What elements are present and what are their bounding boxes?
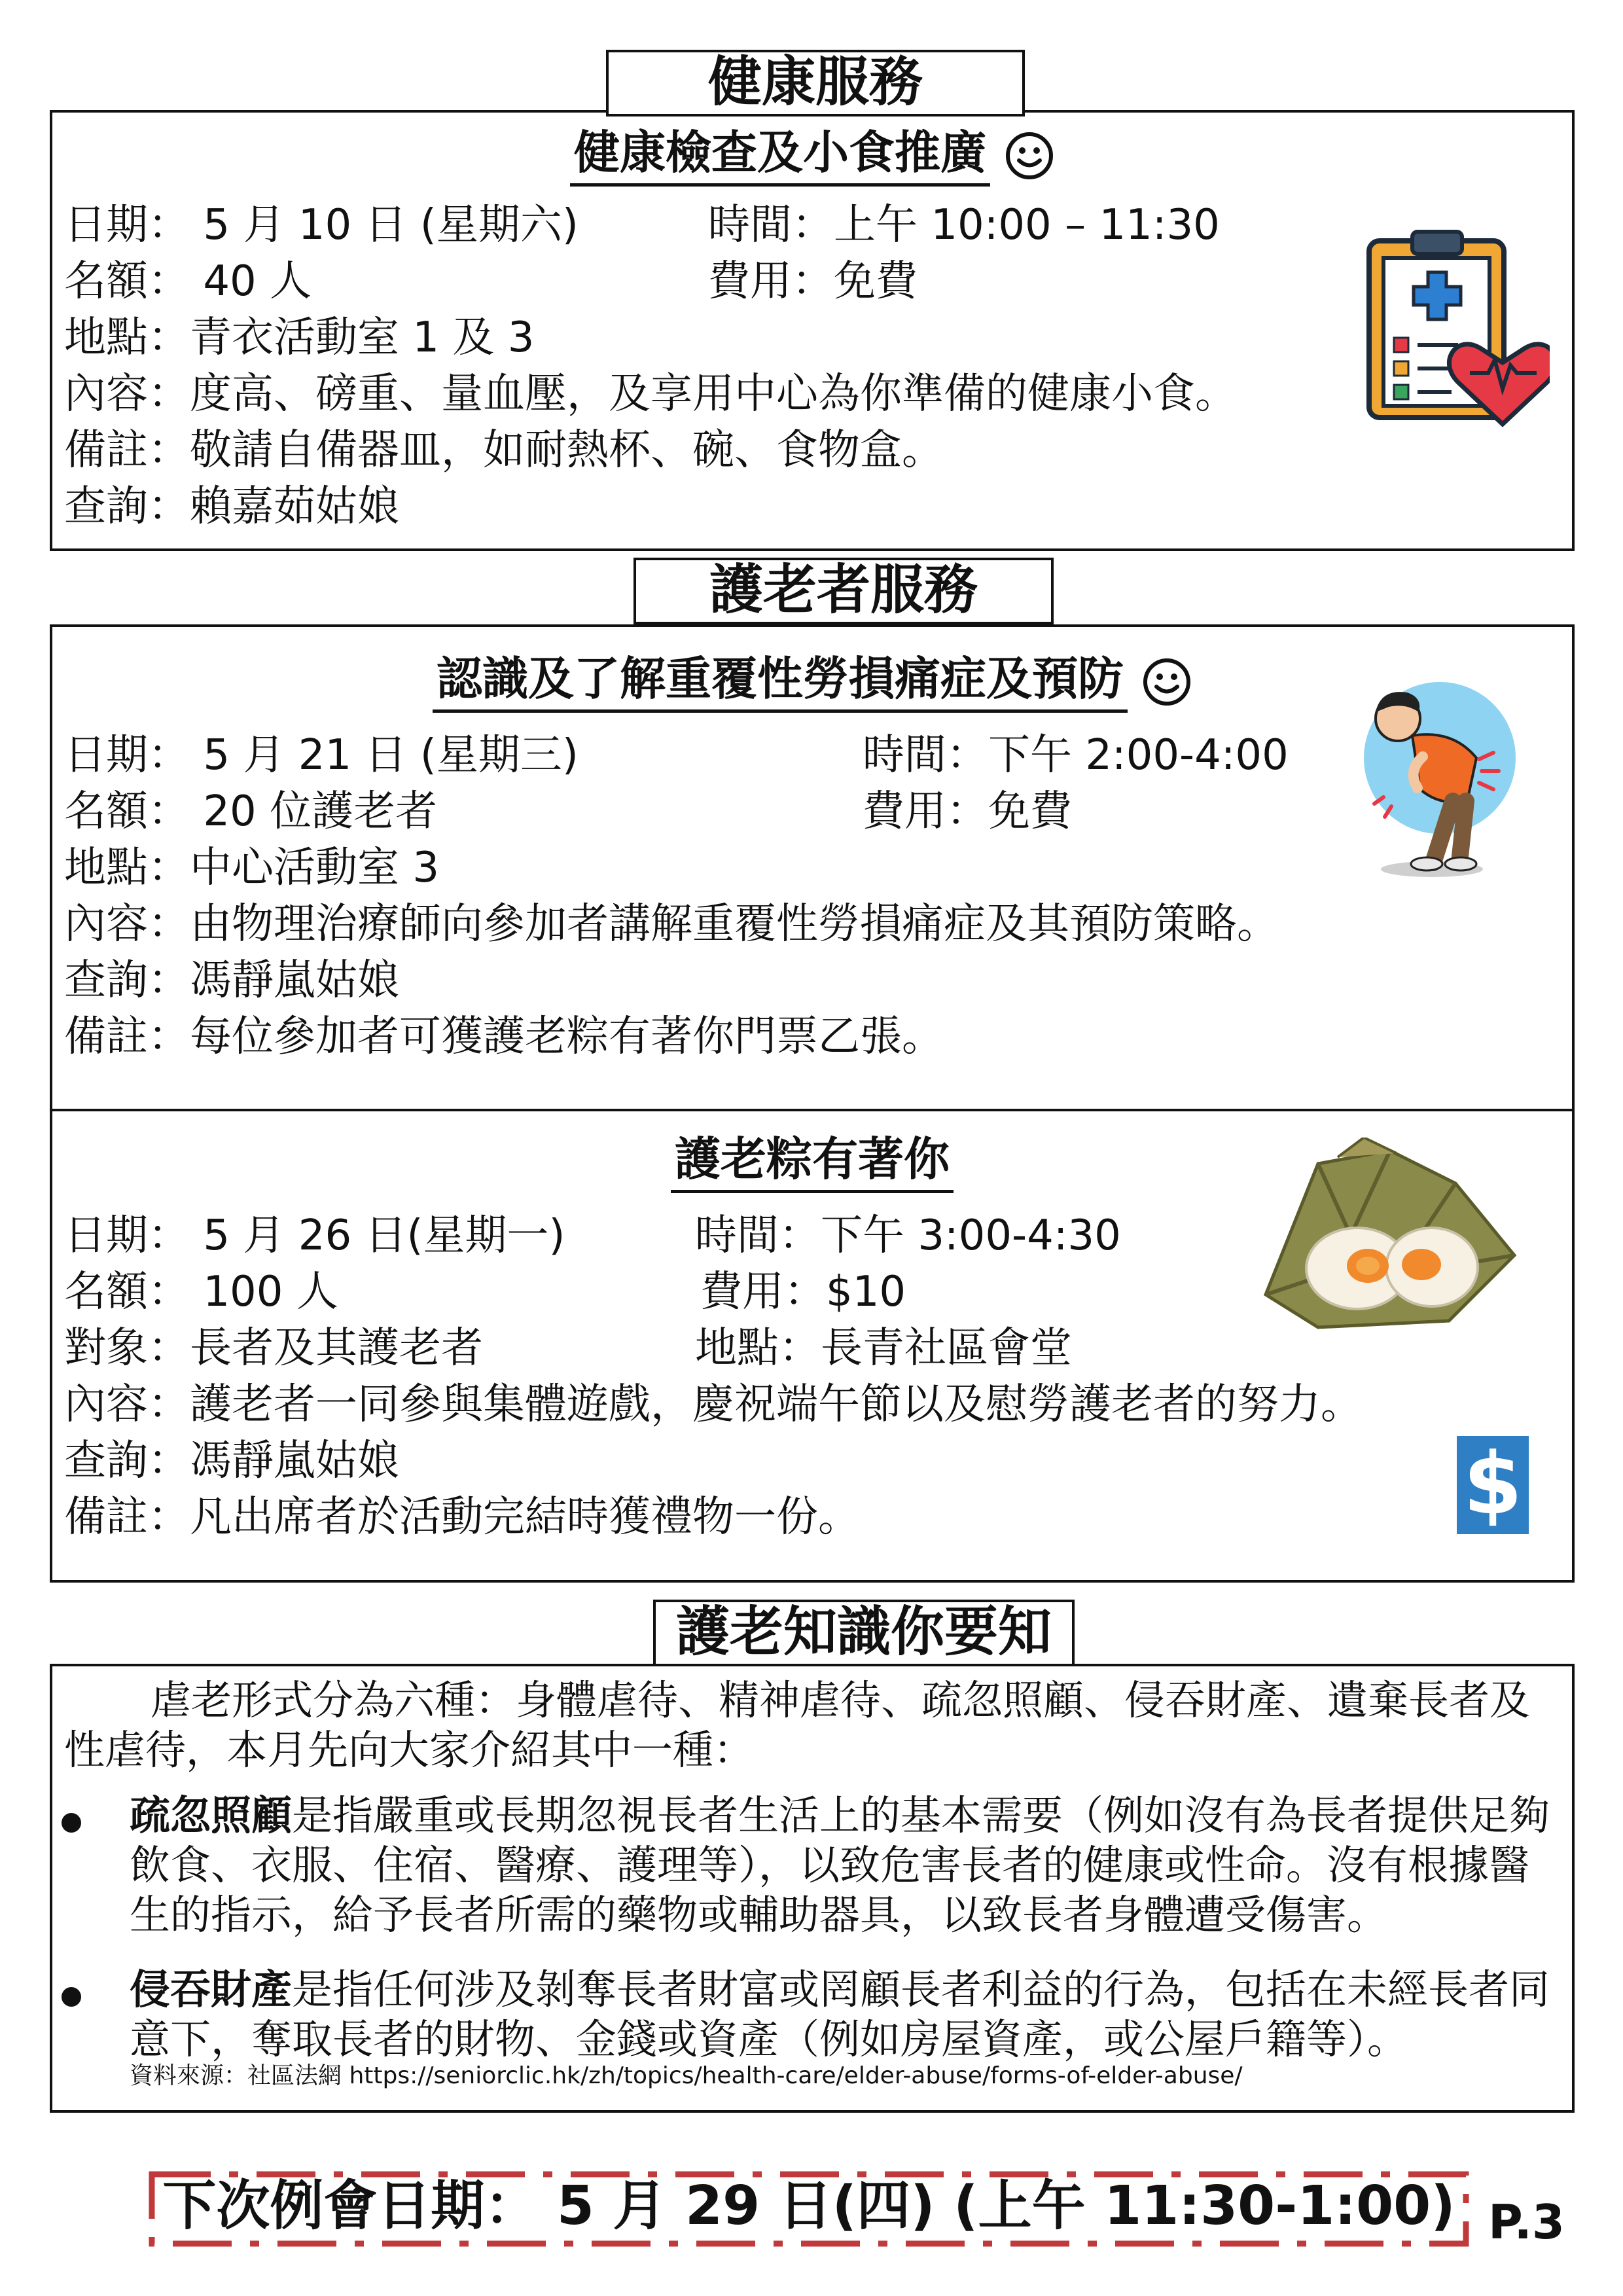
health-enquiry: 查詢：賴嘉茹姑娘	[64, 482, 399, 531]
health-remark: 備註：敬請自備器皿，如耐熱杯、碗、食物盒。	[64, 426, 944, 475]
health-quota: 名額： 40 人	[64, 257, 312, 306]
knowledge-bullet-1	[130, 1791, 1563, 1940]
health-content: 內容：度高、磅重、量血壓，及享用中心為你準備的健康小食。	[64, 370, 1237, 418]
carer-event2-time: 時間：下午 3:00-4:30	[695, 1211, 1121, 1260]
health-section-title: 健康服務	[606, 50, 1025, 117]
carer-event1-heading	[52, 649, 1572, 708]
carer-event2-date: 日期： 5 月 26 日(星期一)	[64, 1211, 565, 1260]
bullet-dot	[62, 1813, 81, 1833]
carer-event1-box	[50, 624, 1575, 1111]
health-event-title: 健康檢查及小食推廣	[570, 126, 990, 187]
health-date: 日期： 5 月 10 日 (星期六)	[64, 201, 579, 249]
next-meeting-date: 下次例會日期： 5 月 29 日(四) (上午 11:30-1:00)	[162, 2175, 1455, 2237]
rice-dumpling-image	[1240, 1138, 1527, 1340]
bullet-1-term: 疏忽照顧	[130, 1791, 293, 1839]
bullet-2-term: 侵吞財產	[130, 1965, 293, 2013]
carer-event2-box	[50, 1109, 1575, 1583]
carer-event2-quota: 名額： 100 人	[64, 1268, 338, 1316]
carer-event1-title: 認識及了解重覆性勞損痛症及預防	[433, 652, 1128, 713]
knowledge-box	[50, 1664, 1575, 2113]
health-time: 時間：上午 10:00 – 11:30	[708, 201, 1220, 249]
carer-event1-venue: 地點：中心活動室 3	[64, 844, 440, 892]
carer-event1-quota: 名額： 20 位護老者	[64, 787, 438, 836]
carer-event1-date: 日期： 5 月 21 日 (星期三)	[64, 731, 579, 780]
smiley-icon	[1142, 657, 1192, 707]
back-pain-person-icon	[1355, 673, 1525, 882]
carer-event2-content: 內容：護老者一同參與集體遊戲，慶祝端午節以及慰勞護老者的努力。	[64, 1380, 1363, 1429]
carer-event2-title: 護老粽有著你	[671, 1132, 954, 1193]
carer-event1-time: 時間：下午 2:00-4:00	[863, 731, 1289, 780]
knowledge-section-title: 護老知識你要知	[653, 1600, 1075, 1666]
carer-event2-fee: 費用：$10	[700, 1268, 906, 1316]
page-number: P.3	[1488, 2195, 1565, 2250]
knowledge-source: 資料來源：社區法網 https://seniorclic.hk/zh/topics/health-care/elder-abuse/forms-of-elder-abuse/	[130, 2062, 1243, 2089]
dollar-icon	[1457, 1436, 1529, 1534]
health-event-heading	[52, 123, 1572, 182]
health-venue: 地點：青衣活動室 1 及 3	[64, 314, 535, 362]
carer-event1-remark: 備註：每位參加者可獲護老粽有著你門票乙張。	[64, 1013, 944, 1061]
next-meeting-banner	[148, 2170, 1470, 2248]
carer-event2-venue: 地點：長青社區會堂	[695, 1324, 1072, 1372]
smiley-icon	[1005, 131, 1054, 181]
carer-event2-remark: 備註：凡出席者於活動完結時獲禮物一份。	[64, 1493, 860, 1541]
bullet-1-text: 是指嚴重或長期忽視長者生活上的基本需要（例如沒有為長者提供足夠飲食、衣服、住宿、醫療、護理等），以致危害長者的健康或性命。沒有根據醫生的指示，給予長者所需的藥物或輔助器具，以致長者身體遭受傷害。	[130, 1791, 1550, 1939]
carer-event1-content: 內容：由物理治療師向參加者講解重覆性勞損痛症及其預防策略。	[64, 900, 1279, 948]
carer-event1-fee: 費用：免費	[863, 787, 1072, 836]
health-event-box	[50, 110, 1575, 551]
health-fee: 費用：免費	[708, 257, 918, 306]
bullet-2-text: 是指任何涉及剝奪長者財富或罔顧長者利益的行為，包括在未經長者同意下，奪取長者的財物、金錢或資產（例如房屋資產，或公屋戶籍等）。	[130, 1965, 1550, 2063]
medical-clipboard-icon	[1360, 228, 1550, 431]
carer-event2-enquiry: 查詢：馮靜嵐姑娘	[64, 1437, 399, 1485]
bullet-dot	[62, 1987, 81, 2007]
dollar-symbol: $	[1463, 1436, 1523, 1534]
carer-event1-enquiry: 查詢：馮靜嵐姑娘	[64, 956, 399, 1005]
knowledge-intro: 虐老形式分為六種：身體虐待、精神虐待、疏忽照顧、侵吞財產、遺棄長者及性虐待，本月先向大家介紹其中一種：	[64, 1676, 1531, 1774]
knowledge-bullet-2	[130, 1965, 1563, 2064]
carer-event2-target: 對象：長者及其護老者	[64, 1324, 483, 1372]
carer-section-title: 護老者服務	[633, 558, 1054, 624]
